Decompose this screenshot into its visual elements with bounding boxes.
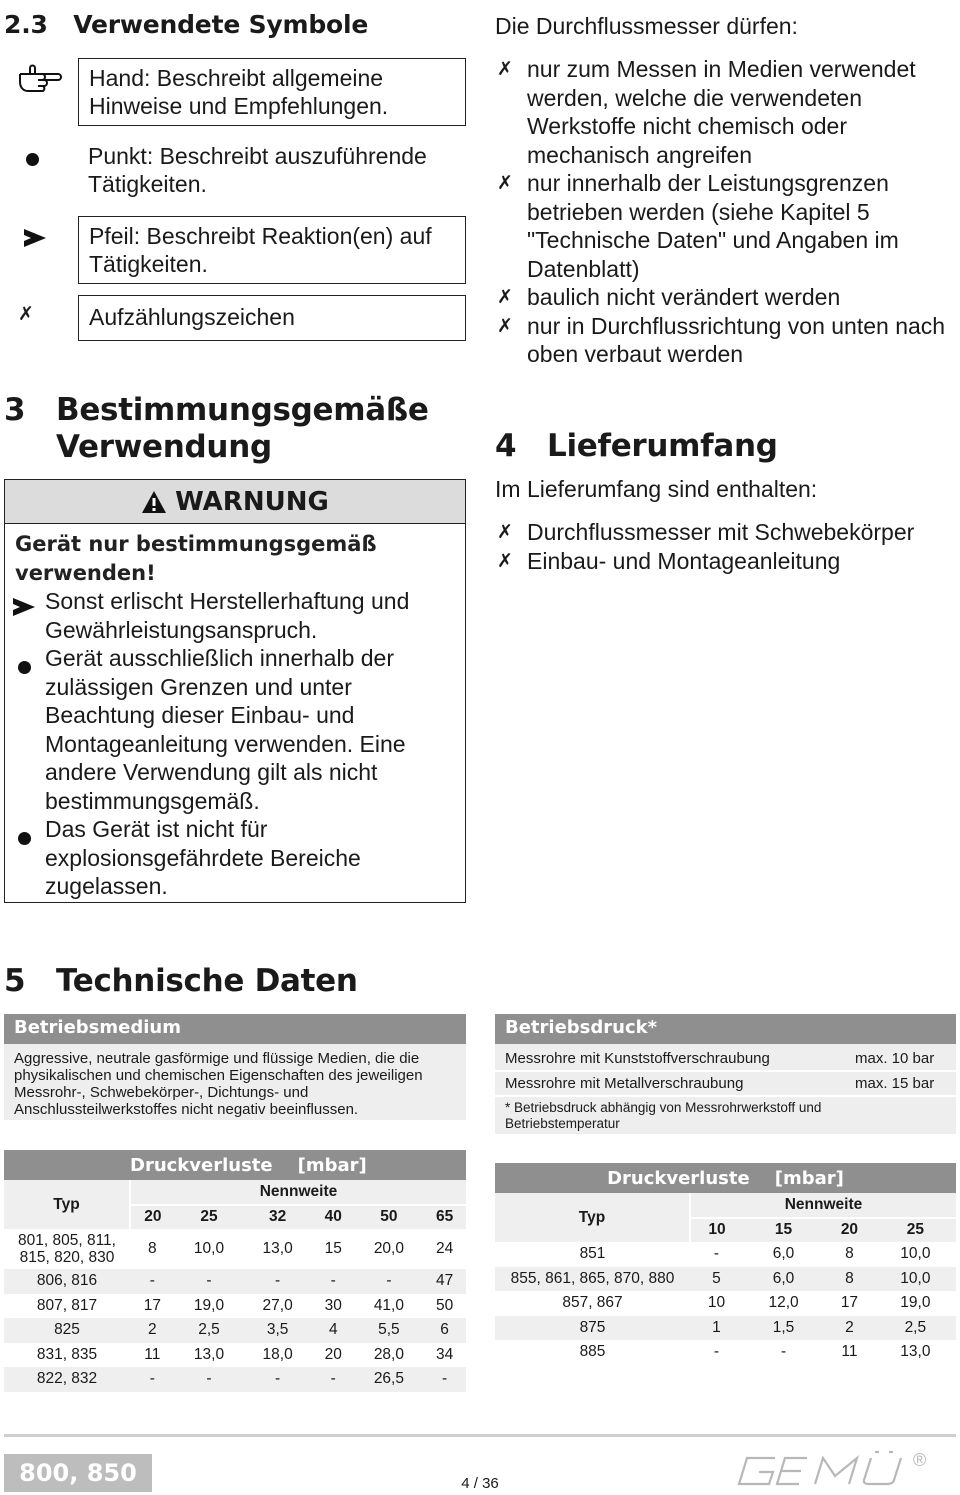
delivery-list xyxy=(495,518,955,575)
table-cell: 47 xyxy=(423,1269,466,1294)
table-cell-type: 851 xyxy=(579,1245,606,1263)
symbol-text-dot: Punkt: Beschreibt auszuführende Tätigkeiten. xyxy=(88,143,427,197)
table-2-size-header: 20 xyxy=(824,1218,875,1243)
pressure-box xyxy=(495,1044,956,1134)
cross-bullet-icon: ✗ xyxy=(497,521,513,543)
table-cell: 18,0 xyxy=(262,1345,293,1363)
table-cell: - xyxy=(243,1269,312,1294)
symbol-row-arrow xyxy=(4,216,466,284)
table-cell-type: 875 xyxy=(495,1316,690,1341)
section-2-3-heading: 2.3 Verwendete Symbole xyxy=(4,10,369,39)
pressure-header: Betriebsdruck* xyxy=(495,1014,956,1044)
warning-item-text: Das Gerät ist nicht für explosionsgefährdete Bereiche zugelassen. xyxy=(45,816,361,899)
list-item-text: nur innerhalb der Leistungsgrenzen betrieben werden (siehe Kapitel 5 "Technische Daten" und Angaben im Datenblatt) xyxy=(527,170,899,282)
table-cell: - xyxy=(780,1343,787,1361)
table-row xyxy=(4,1367,466,1392)
table-cell: 2,5 xyxy=(875,1316,956,1341)
table-row xyxy=(495,1267,956,1292)
table-1-caption: Druckverluste [mbar] xyxy=(130,1150,466,1180)
symbol-row-dot xyxy=(4,137,466,205)
list-item xyxy=(495,547,955,576)
list-item xyxy=(495,518,955,547)
list-item xyxy=(495,312,955,369)
table-2-type-header: Typ xyxy=(495,1193,690,1242)
table-1-size-header: 65 xyxy=(423,1205,466,1230)
section-4-number: 4 xyxy=(495,428,517,464)
section-3-number: 3 xyxy=(4,392,26,428)
table-cell: 6,0 xyxy=(772,1245,795,1263)
table-cell: 50 xyxy=(435,1296,454,1314)
list-item-text: nur in Durchflussrichtung von unten nach oben verbaut werden xyxy=(527,312,946,367)
warning-item xyxy=(13,815,457,901)
table-cell: 2,5 xyxy=(175,1318,244,1343)
section-4-intro: Im Lieferumfang sind enthalten: xyxy=(495,476,818,502)
page-number: 4 / 36 xyxy=(461,1475,499,1492)
table-1-size-header: 25 xyxy=(175,1205,244,1230)
pressure-row-label: Messrohre mit Kunststoffverschraubung xyxy=(505,1050,770,1067)
table-cell: 1 xyxy=(690,1316,743,1341)
table-cell: 24 xyxy=(435,1240,454,1257)
table-cell: 13,0 xyxy=(193,1345,225,1363)
table-row xyxy=(495,1291,956,1316)
arrow-icon xyxy=(13,594,35,623)
table-cell: 26,5 xyxy=(355,1367,424,1392)
table-row xyxy=(495,1340,956,1365)
section-5-number: 5 xyxy=(4,963,26,999)
list-item xyxy=(495,55,955,169)
table-1-type-header: Typ xyxy=(4,1180,130,1229)
table-cell: 20 xyxy=(324,1345,342,1363)
pressure-loss-table-1 xyxy=(4,1150,466,1392)
table-cell: 17 xyxy=(840,1294,859,1312)
warning-title: Gerät nur bestimmungsgemäß verwenden! xyxy=(15,532,377,585)
list-item xyxy=(495,283,955,312)
symbol-text-cross: Aufzählungszeichen xyxy=(78,295,466,341)
cross-bullet-icon: ✗ xyxy=(18,303,34,325)
table-cell: 30 xyxy=(324,1296,342,1314)
section-4-title: Lieferumfang xyxy=(547,428,778,464)
hand-pointer-icon xyxy=(4,58,78,126)
table-row xyxy=(4,1229,466,1269)
gemu-logo-icon xyxy=(735,1448,935,1492)
table-cell: 8 xyxy=(845,1245,854,1263)
table-row xyxy=(495,1242,956,1267)
table-cell: - xyxy=(130,1269,175,1294)
medium-text: Aggressive, neutrale gasförmige und flüssige Medien, die die physikalischen und chemischen Eigenschaften des jeweiligen Messrohr-, Schwebekörper-, Dichtungs- und Anschlussteilwerkstoffes nicht negativ beeinflussen. xyxy=(4,1044,466,1120)
table-cell-type: 806, 816 xyxy=(4,1269,130,1294)
table-2-size-header: 15 xyxy=(743,1218,824,1243)
cross-bullet-icon: ✗ xyxy=(497,58,513,80)
warning-triangle-icon xyxy=(141,490,167,514)
warning-header xyxy=(5,480,465,524)
table-cell: - xyxy=(713,1245,720,1263)
section-3-title-line2: Verwendung xyxy=(56,429,272,465)
table-cell: 13,0 xyxy=(900,1343,931,1361)
bullet-dot-icon xyxy=(18,823,31,852)
warning-label: WARNUNG xyxy=(175,486,329,517)
table-cell: 41,0 xyxy=(373,1296,404,1314)
table-cell: 5,5 xyxy=(355,1318,424,1343)
list-item-text: baulich nicht verändert werden xyxy=(527,284,841,310)
warning-box xyxy=(4,479,466,903)
medium-header: Betriebsmedium xyxy=(4,1014,466,1044)
table-cell-type: 822, 832 xyxy=(4,1367,130,1392)
footer-divider xyxy=(4,1434,956,1437)
table-cell: - xyxy=(312,1269,355,1294)
table-cell: 1,5 xyxy=(743,1316,824,1341)
pressure-row-value: max. 10 bar xyxy=(855,1050,935,1067)
table-cell: 10,0 xyxy=(875,1267,956,1292)
pressure-row-label: Messrohre mit Metallverschraubung xyxy=(505,1075,744,1092)
table-cell: 2 xyxy=(130,1318,175,1343)
warning-item xyxy=(13,587,457,644)
warning-item-text: Sonst erlischt Herstellerhaftung und Gewährleistungsanspruch. xyxy=(45,588,410,643)
pressure-note: * Betriebsdruck abhängig von Messrohrwerkstoff und Betriebstemperatur xyxy=(505,1100,822,1131)
table-cell-type: 831, 835 xyxy=(36,1345,98,1363)
table-row xyxy=(4,1269,466,1294)
table-cell: 27,0 xyxy=(262,1296,293,1314)
table-cell: 4 xyxy=(312,1318,355,1343)
cross-bullet-icon: ✗ xyxy=(497,314,513,337)
cross-bullet-icon: ✗ xyxy=(497,286,513,308)
table-cell: 34 xyxy=(435,1345,454,1363)
table-row xyxy=(4,1343,466,1368)
table-2-nennweite-header: Nennweite xyxy=(690,1193,956,1218)
list-item-text: nur zum Messen in Medien verwendet werden, welche die verwendeten Werkstoffe nicht chemisch oder mechanisch angreifen xyxy=(527,56,916,168)
table-1-size-header: 20 xyxy=(130,1205,175,1230)
section-5-title: Technische Daten xyxy=(56,963,358,999)
symbol-text-hand: Hand: Beschreibt allgemeine Hinweise und Empfehlungen. xyxy=(78,58,466,126)
table-cell: 19,0 xyxy=(193,1296,225,1314)
table-2-size-header: 25 xyxy=(875,1218,956,1243)
bullet-dot-icon xyxy=(18,652,31,681)
symbol-row-cross xyxy=(4,295,466,341)
table-1-size-header: 40 xyxy=(312,1205,355,1230)
table-cell: 12,0 xyxy=(768,1294,799,1312)
table-1-nennweite-header: Nennweite xyxy=(130,1180,466,1205)
table-cell: 3,5 xyxy=(243,1318,312,1343)
table-cell-type: 855, 861, 865, 870, 880 xyxy=(495,1267,690,1292)
table-1-size-header: 50 xyxy=(355,1205,424,1230)
table-cell: 8 xyxy=(148,1240,157,1257)
table-cell: 10,0 xyxy=(193,1240,225,1257)
table-cell: 6 xyxy=(423,1318,466,1343)
table-cell: - xyxy=(713,1343,720,1361)
table-cell: - xyxy=(175,1367,244,1392)
section-3-title-line1: Bestimmungsgemäße xyxy=(56,392,429,428)
table-cell: 11 xyxy=(144,1345,161,1363)
table-1-size-header: 32 xyxy=(243,1205,312,1230)
warning-item xyxy=(13,644,457,815)
table-cell: - xyxy=(243,1367,312,1392)
cross-bullet-icon: ✗ xyxy=(497,172,513,194)
warning-item-text: Gerät ausschließlich innerhalb der zulässigen Grenzen und unter Beachtung dieser Einbau- und Montageanleitung verwenden. Eine andere Verwendung gilt als nicht bestimmungsgemäß. xyxy=(45,645,406,814)
table-cell: - xyxy=(312,1367,355,1392)
table-cell: 17 xyxy=(143,1296,161,1314)
table-cell: 8 xyxy=(824,1267,875,1292)
table-cell: 15 xyxy=(324,1240,342,1257)
table-row xyxy=(4,1318,466,1343)
table-cell-type: 885 xyxy=(579,1343,606,1361)
table-cell: 10,0 xyxy=(900,1245,931,1263)
table-cell-type: 825 xyxy=(4,1318,130,1343)
table-cell: 2 xyxy=(824,1316,875,1341)
table-cell: 11 xyxy=(841,1343,858,1361)
registered-mark: ® xyxy=(913,1450,927,1470)
table-cell: 13,0 xyxy=(262,1240,293,1257)
usage-list xyxy=(495,55,955,369)
table-cell: - xyxy=(175,1269,244,1294)
table-2-size-header: 10 xyxy=(690,1218,743,1243)
table-cell: 6,0 xyxy=(743,1267,824,1292)
product-tag: 800, 850 xyxy=(4,1454,152,1492)
bullet-dot-icon xyxy=(4,137,78,205)
table-cell: 10 xyxy=(707,1294,726,1312)
table-cell: - xyxy=(130,1367,175,1392)
warning-list xyxy=(5,587,465,901)
symbol-text-arrow: Pfeil: Beschreibt Reaktion(en) auf Tätigkeiten. xyxy=(78,216,466,284)
table-cell-type: 801, 805, 811, 815, 820, 830 xyxy=(18,1232,116,1266)
table-cell: - xyxy=(355,1269,424,1294)
table-cell: 28,0 xyxy=(373,1345,404,1363)
table-2-caption: Druckverluste [mbar] xyxy=(495,1163,956,1193)
table-row xyxy=(4,1294,466,1319)
table-cell-type: 857, 867 xyxy=(562,1294,623,1312)
table-cell: 5 xyxy=(690,1267,743,1292)
list-item xyxy=(495,169,955,283)
cross-bullet-icon: ✗ xyxy=(497,549,513,572)
table-cell: 19,0 xyxy=(900,1294,931,1312)
usage-intro: Die Durchflussmesser dürfen: xyxy=(495,13,798,39)
pressure-loss-table-2 xyxy=(495,1163,956,1365)
list-item-text: Durchflussmesser mit Schwebekörper xyxy=(527,519,915,545)
table-cell: 20,0 xyxy=(373,1240,404,1257)
arrow-icon xyxy=(4,216,78,284)
table-cell: - xyxy=(423,1367,466,1392)
symbol-row-hand xyxy=(4,58,466,126)
table-row xyxy=(495,1316,956,1341)
pressure-row-value: max. 15 bar xyxy=(855,1075,935,1092)
gemu-logo xyxy=(735,1448,935,1492)
table-cell-type: 807, 817 xyxy=(36,1296,98,1314)
list-item-text: Einbau- und Montageanleitung xyxy=(527,547,841,574)
